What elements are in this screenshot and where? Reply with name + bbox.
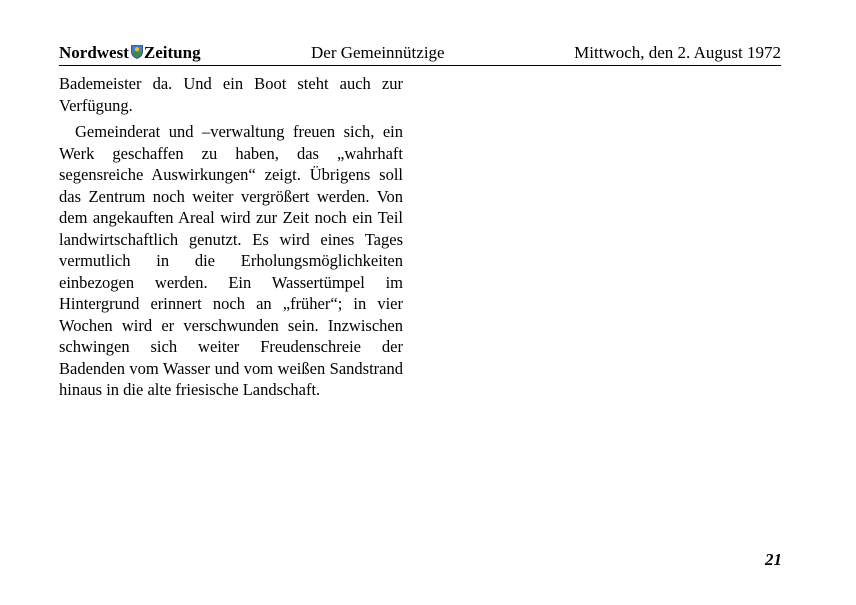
article-paragraph: Bademeister da. Und ein Boot steht auch zur Verfügung. xyxy=(59,74,403,115)
masthead-zeitung: Zeitung xyxy=(143,43,201,62)
crest-emblem xyxy=(135,47,139,51)
masthead-nordwest: Nordwest xyxy=(59,43,129,62)
coat-of-arms-icon xyxy=(131,45,143,59)
newspaper-masthead xyxy=(59,43,201,63)
issue-date: Mittwoch, den 2. August 1972 xyxy=(574,43,781,62)
section-title: Der Gemeinnützige xyxy=(311,43,445,62)
page-number: 21 xyxy=(765,550,782,569)
article-paragraph: Gemeinderat und –verwaltung freuen sich, ein Werk geschaffen zu haben, das „wahrhaft segensreiche Auswirkungen“ zeigt. Übrigens soll das Zentrum noch weiter vergrößert werden. Von dem angekauften Areal wird zur Zeit noch ein Teil landwirtschaftlich genutzt. Es wird eines Tages vermutlich in die Erholungsmöglichkeiten einbezogen werden. Ein Wassertümpel im Hintergrund erinnert noch an „früher“; in vier Wochen wird er verschwunden sein. Inzwischen schwingen sich weiter Freudenschreie der Badenden vom Wasser und vom weißen Sandstrand hinaus in die alte friesische Landschaft. xyxy=(59,122,403,399)
article-column xyxy=(59,73,403,401)
page-header xyxy=(59,43,781,66)
